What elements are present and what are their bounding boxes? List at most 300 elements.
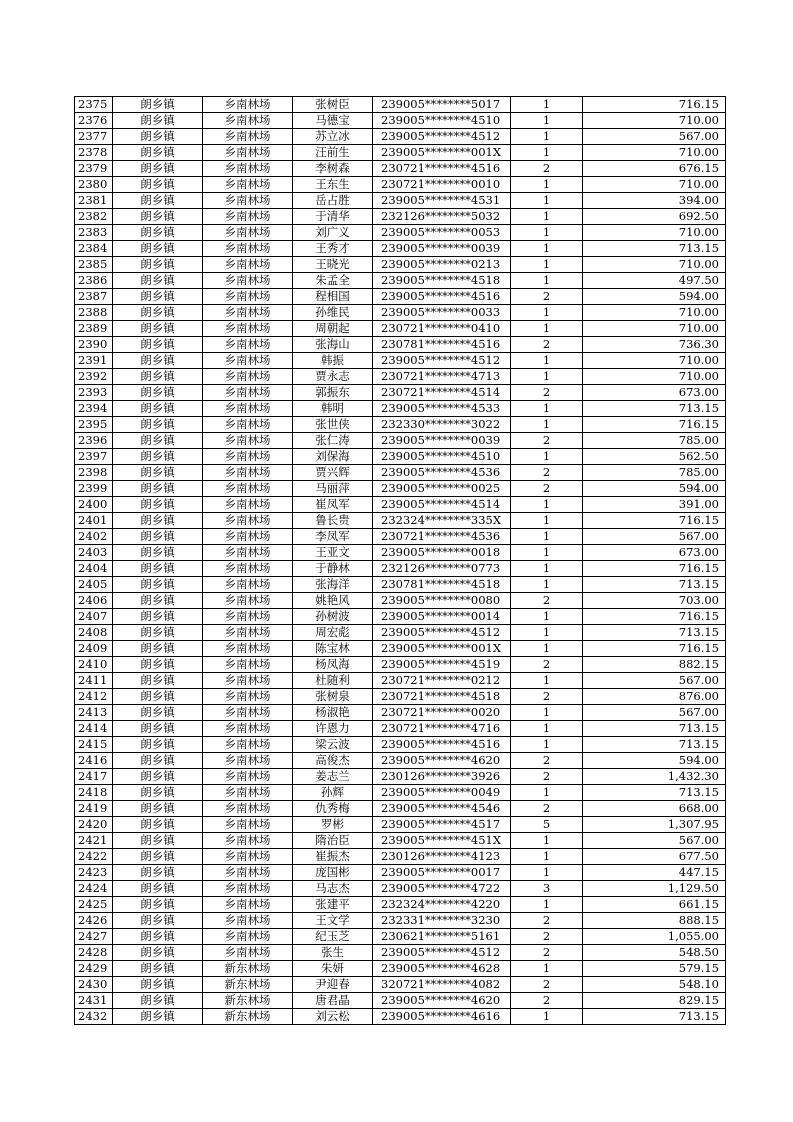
amount-cell: 703.00 [583, 593, 726, 609]
count-cell: 1 [511, 721, 583, 737]
table-row [75, 369, 726, 385]
count-cell: 2 [511, 993, 583, 1009]
amount-cell: 713.15 [583, 577, 726, 593]
amount-cell: 1,129.50 [583, 881, 726, 897]
count-cell: 2 [511, 977, 583, 993]
row-number: 2384 [75, 241, 113, 257]
unit-cell: 乡南林场 [203, 225, 293, 241]
amount-cell: 692.50 [583, 209, 726, 225]
row-number: 2395 [75, 417, 113, 433]
town-cell: 朗乡镇 [113, 321, 203, 337]
table-row [75, 129, 726, 145]
row-number: 2402 [75, 529, 113, 545]
town-cell: 朗乡镇 [113, 417, 203, 433]
unit-cell: 乡南林场 [203, 769, 293, 785]
name-cell: 庞国彬 [293, 865, 373, 881]
row-number: 2428 [75, 945, 113, 961]
id-number-cell: 239005********4531 [373, 193, 511, 209]
row-number: 2420 [75, 817, 113, 833]
table-row [75, 897, 726, 913]
row-number: 2394 [75, 401, 113, 417]
name-cell: 唐君晶 [293, 993, 373, 1009]
id-number-cell: 232331********3230 [373, 913, 511, 929]
amount-cell: 594.00 [583, 289, 726, 305]
count-cell: 1 [511, 673, 583, 689]
table-row [75, 385, 726, 401]
town-cell: 朗乡镇 [113, 993, 203, 1009]
table-row [75, 833, 726, 849]
town-cell: 朗乡镇 [113, 721, 203, 737]
row-number: 2425 [75, 897, 113, 913]
row-number: 2412 [75, 689, 113, 705]
id-number-cell: 230781********4518 [373, 577, 511, 593]
amount-cell: 713.15 [583, 1009, 726, 1025]
id-number-cell: 239005********0039 [373, 433, 511, 449]
unit-cell: 乡南林场 [203, 673, 293, 689]
amount-cell: 710.00 [583, 225, 726, 241]
town-cell: 朗乡镇 [113, 337, 203, 353]
id-number-cell: 239005********4518 [373, 273, 511, 289]
name-cell: 马德宝 [293, 113, 373, 129]
table-row [75, 993, 726, 1009]
unit-cell: 乡南林场 [203, 289, 293, 305]
amount-cell: 677.50 [583, 849, 726, 865]
name-cell: 陈宝林 [293, 641, 373, 657]
name-cell: 孙树波 [293, 609, 373, 625]
row-number: 2415 [75, 737, 113, 753]
unit-cell: 乡南林场 [203, 193, 293, 209]
row-number: 2389 [75, 321, 113, 337]
id-number-cell: 239005********4516 [373, 289, 511, 305]
table-row [75, 1009, 726, 1025]
table-row [75, 545, 726, 561]
count-cell: 1 [511, 369, 583, 385]
unit-cell: 乡南林场 [203, 321, 293, 337]
table-row [75, 305, 726, 321]
id-number-cell: 230621********5161 [373, 929, 511, 945]
row-number: 2391 [75, 353, 113, 369]
unit-cell: 乡南林场 [203, 417, 293, 433]
count-cell: 2 [511, 769, 583, 785]
row-number: 2421 [75, 833, 113, 849]
table-body [75, 97, 726, 1025]
table-row [75, 961, 726, 977]
amount-cell: 710.00 [583, 305, 726, 321]
row-number: 2379 [75, 161, 113, 177]
name-cell: 张建平 [293, 897, 373, 913]
row-number: 2403 [75, 545, 113, 561]
count-cell: 5 [511, 817, 583, 833]
row-number: 2387 [75, 289, 113, 305]
id-number-cell: 239005********451X [373, 833, 511, 849]
town-cell: 朗乡镇 [113, 657, 203, 673]
count-cell: 1 [511, 353, 583, 369]
name-cell: 刘广义 [293, 225, 373, 241]
table-row [75, 593, 726, 609]
unit-cell: 乡南林场 [203, 241, 293, 257]
table-row [75, 417, 726, 433]
row-number: 2390 [75, 337, 113, 353]
unit-cell: 乡南林场 [203, 721, 293, 737]
name-cell: 孙辉 [293, 785, 373, 801]
town-cell: 朗乡镇 [113, 401, 203, 417]
id-number-cell: 232126********5032 [373, 209, 511, 225]
table-row [75, 497, 726, 513]
town-cell: 朗乡镇 [113, 609, 203, 625]
town-cell: 朗乡镇 [113, 481, 203, 497]
count-cell: 1 [511, 641, 583, 657]
amount-cell: 876.00 [583, 689, 726, 705]
unit-cell: 乡南林场 [203, 801, 293, 817]
count-cell: 2 [511, 945, 583, 961]
id-number-cell: 239005********5017 [373, 97, 511, 113]
amount-cell: 567.00 [583, 529, 726, 545]
id-number-cell: 230781********4516 [373, 337, 511, 353]
count-cell: 1 [511, 225, 583, 241]
row-number: 2413 [75, 705, 113, 721]
name-cell: 张海洋 [293, 577, 373, 593]
unit-cell: 乡南林场 [203, 881, 293, 897]
name-cell: 张树泉 [293, 689, 373, 705]
name-cell: 孙维民 [293, 305, 373, 321]
name-cell: 程相国 [293, 289, 373, 305]
unit-cell: 乡南林场 [203, 609, 293, 625]
table-row [75, 609, 726, 625]
row-number: 2430 [75, 977, 113, 993]
count-cell: 2 [511, 481, 583, 497]
town-cell: 朗乡镇 [113, 833, 203, 849]
id-number-cell: 239005********4514 [373, 497, 511, 513]
count-cell: 1 [511, 545, 583, 561]
row-number: 2431 [75, 993, 113, 1009]
amount-cell: 710.00 [583, 113, 726, 129]
count-cell: 2 [511, 337, 583, 353]
row-number: 2409 [75, 641, 113, 657]
unit-cell: 乡南林场 [203, 465, 293, 481]
row-number: 2416 [75, 753, 113, 769]
unit-cell: 乡南林场 [203, 817, 293, 833]
town-cell: 朗乡镇 [113, 865, 203, 881]
table-row [75, 257, 726, 273]
id-number-cell: 239005********4512 [373, 945, 511, 961]
name-cell: 张生 [293, 945, 373, 961]
town-cell: 朗乡镇 [113, 689, 203, 705]
town-cell: 朗乡镇 [113, 177, 203, 193]
town-cell: 朗乡镇 [113, 705, 203, 721]
amount-cell: 548.10 [583, 977, 726, 993]
id-number-cell: 239005********0080 [373, 593, 511, 609]
id-number-cell: 239005********4620 [373, 993, 511, 1009]
row-number: 2378 [75, 145, 113, 161]
town-cell: 朗乡镇 [113, 385, 203, 401]
amount-cell: 736.30 [583, 337, 726, 353]
table-row [75, 945, 726, 961]
row-number: 2382 [75, 209, 113, 225]
name-cell: 周朝起 [293, 321, 373, 337]
id-number-cell: 239005********0053 [373, 225, 511, 241]
table-row [75, 705, 726, 721]
row-number: 2432 [75, 1009, 113, 1025]
town-cell: 朗乡镇 [113, 305, 203, 321]
count-cell: 1 [511, 737, 583, 753]
unit-cell: 乡南林场 [203, 273, 293, 289]
amount-cell: 567.00 [583, 129, 726, 145]
table-row [75, 97, 726, 113]
name-cell: 马志杰 [293, 881, 373, 897]
row-number: 2383 [75, 225, 113, 241]
id-number-cell: 239005********4512 [373, 625, 511, 641]
amount-cell: 716.15 [583, 609, 726, 625]
name-cell: 贾兴辉 [293, 465, 373, 481]
table-row [75, 801, 726, 817]
amount-cell: 594.00 [583, 481, 726, 497]
unit-cell: 乡南林场 [203, 113, 293, 129]
id-number-cell: 239005********001X [373, 145, 511, 161]
town-cell: 朗乡镇 [113, 97, 203, 113]
unit-cell: 乡南林场 [203, 385, 293, 401]
row-number: 2388 [75, 305, 113, 321]
count-cell: 1 [511, 513, 583, 529]
unit-cell: 乡南林场 [203, 145, 293, 161]
town-cell: 朗乡镇 [113, 561, 203, 577]
town-cell: 朗乡镇 [113, 161, 203, 177]
unit-cell: 乡南林场 [203, 657, 293, 673]
row-number: 2375 [75, 97, 113, 113]
table-row [75, 641, 726, 657]
count-cell: 2 [511, 657, 583, 673]
name-cell: 贾永志 [293, 369, 373, 385]
id-number-cell: 232330********3022 [373, 417, 511, 433]
count-cell: 1 [511, 865, 583, 881]
count-cell: 1 [511, 193, 583, 209]
count-cell: 2 [511, 593, 583, 609]
amount-cell: 713.15 [583, 785, 726, 801]
unit-cell: 乡南林场 [203, 705, 293, 721]
unit-cell: 乡南林场 [203, 305, 293, 321]
name-cell: 张世侠 [293, 417, 373, 433]
count-cell: 2 [511, 913, 583, 929]
amount-cell: 1,307.95 [583, 817, 726, 833]
unit-cell: 乡南林场 [203, 897, 293, 913]
row-number: 2424 [75, 881, 113, 897]
unit-cell: 乡南林场 [203, 433, 293, 449]
count-cell: 1 [511, 417, 583, 433]
count-cell: 1 [511, 321, 583, 337]
count-cell: 1 [511, 609, 583, 625]
id-number-cell: 232324********4220 [373, 897, 511, 913]
count-cell: 2 [511, 689, 583, 705]
id-number-cell: 230721********4514 [373, 385, 511, 401]
row-number: 2381 [75, 193, 113, 209]
id-number-cell: 230721********4516 [373, 161, 511, 177]
town-cell: 朗乡镇 [113, 113, 203, 129]
table-row [75, 273, 726, 289]
row-number: 2377 [75, 129, 113, 145]
table-row [75, 145, 726, 161]
unit-cell: 乡南林场 [203, 929, 293, 945]
name-cell: 岳占胜 [293, 193, 373, 209]
row-number: 2396 [75, 433, 113, 449]
row-number: 2393 [75, 385, 113, 401]
amount-cell: 713.15 [583, 241, 726, 257]
id-number-cell: 230721********0212 [373, 673, 511, 689]
unit-cell: 乡南林场 [203, 913, 293, 929]
row-number: 2397 [75, 449, 113, 465]
unit-cell: 乡南林场 [203, 689, 293, 705]
row-number: 2406 [75, 593, 113, 609]
town-cell: 朗乡镇 [113, 977, 203, 993]
name-cell: 于静林 [293, 561, 373, 577]
count-cell: 1 [511, 177, 583, 193]
id-number-cell: 230721********4536 [373, 529, 511, 545]
count-cell: 1 [511, 273, 583, 289]
count-cell: 1 [511, 401, 583, 417]
count-cell: 1 [511, 785, 583, 801]
unit-cell: 乡南林场 [203, 561, 293, 577]
name-cell: 鲁长贵 [293, 513, 373, 529]
table-row [75, 513, 726, 529]
amount-cell: 713.15 [583, 625, 726, 641]
unit-cell: 乡南林场 [203, 97, 293, 113]
town-cell: 朗乡镇 [113, 289, 203, 305]
count-cell: 3 [511, 881, 583, 897]
amount-cell: 673.00 [583, 545, 726, 561]
amount-cell: 710.00 [583, 321, 726, 337]
unit-cell: 乡南林场 [203, 593, 293, 609]
unit-cell: 乡南林场 [203, 257, 293, 273]
count-cell: 2 [511, 161, 583, 177]
town-cell: 朗乡镇 [113, 1009, 203, 1025]
name-cell: 周宏彪 [293, 625, 373, 641]
amount-cell: 1,432.30 [583, 769, 726, 785]
id-number-cell: 230721********0020 [373, 705, 511, 721]
name-cell: 韩振 [293, 353, 373, 369]
name-cell: 朱孟全 [293, 273, 373, 289]
amount-cell: 713.15 [583, 721, 726, 737]
town-cell: 朗乡镇 [113, 737, 203, 753]
name-cell: 张海山 [293, 337, 373, 353]
count-cell: 1 [511, 305, 583, 321]
row-number: 2407 [75, 609, 113, 625]
amount-cell: 562.50 [583, 449, 726, 465]
count-cell: 1 [511, 577, 583, 593]
id-number-cell: 239005********0014 [373, 609, 511, 625]
id-number-cell: 230721********4518 [373, 689, 511, 705]
town-cell: 朗乡镇 [113, 513, 203, 529]
unit-cell: 乡南林场 [203, 369, 293, 385]
count-cell: 1 [511, 529, 583, 545]
row-number: 2419 [75, 801, 113, 817]
row-number: 2386 [75, 273, 113, 289]
town-cell: 朗乡镇 [113, 193, 203, 209]
id-number-cell: 239005********4536 [373, 465, 511, 481]
town-cell: 朗乡镇 [113, 529, 203, 545]
name-cell: 王亚文 [293, 545, 373, 561]
id-number-cell: 239005********0017 [373, 865, 511, 881]
name-cell: 隋治臣 [293, 833, 373, 849]
count-cell: 2 [511, 433, 583, 449]
table-row [75, 177, 726, 193]
id-number-cell: 239005********0033 [373, 305, 511, 321]
count-cell: 1 [511, 561, 583, 577]
table-row [75, 577, 726, 593]
amount-cell: 710.00 [583, 145, 726, 161]
amount-cell: 676.15 [583, 161, 726, 177]
amount-cell: 716.15 [583, 513, 726, 529]
id-number-cell: 230126********3926 [373, 769, 511, 785]
table-row [75, 849, 726, 865]
unit-cell: 乡南林场 [203, 161, 293, 177]
amount-cell: 497.50 [583, 273, 726, 289]
town-cell: 朗乡镇 [113, 769, 203, 785]
amount-cell: 888.15 [583, 913, 726, 929]
name-cell: 高俊杰 [293, 753, 373, 769]
town-cell: 朗乡镇 [113, 929, 203, 945]
row-number: 2426 [75, 913, 113, 929]
id-number-cell: 239005********0018 [373, 545, 511, 561]
id-number-cell: 239005********4510 [373, 449, 511, 465]
name-cell: 仇秀梅 [293, 801, 373, 817]
id-number-cell: 239005********4510 [373, 113, 511, 129]
count-cell: 1 [511, 257, 583, 273]
amount-cell: 661.15 [583, 897, 726, 913]
table-row [75, 561, 726, 577]
table-row [75, 353, 726, 369]
amount-cell: 716.15 [583, 561, 726, 577]
unit-cell: 乡南林场 [203, 353, 293, 369]
id-number-cell: 239005********4512 [373, 129, 511, 145]
id-number-cell: 239005********0039 [373, 241, 511, 257]
row-number: 2411 [75, 673, 113, 689]
name-cell: 杜随利 [293, 673, 373, 689]
unit-cell: 乡南林场 [203, 497, 293, 513]
town-cell: 朗乡镇 [113, 433, 203, 449]
table-row [75, 913, 726, 929]
town-cell: 朗乡镇 [113, 897, 203, 913]
id-number-cell: 239005********4516 [373, 737, 511, 753]
id-number-cell: 239005********4546 [373, 801, 511, 817]
name-cell: 张树臣 [293, 97, 373, 113]
unit-cell: 乡南林场 [203, 849, 293, 865]
count-cell: 1 [511, 113, 583, 129]
table-row [75, 321, 726, 337]
id-number-cell: 239005********4533 [373, 401, 511, 417]
table-row [75, 625, 726, 641]
amount-cell: 567.00 [583, 705, 726, 721]
row-number: 2408 [75, 625, 113, 641]
town-cell: 朗乡镇 [113, 593, 203, 609]
table-row [75, 977, 726, 993]
table-row [75, 721, 726, 737]
row-number: 2392 [75, 369, 113, 385]
table-row [75, 401, 726, 417]
name-cell: 马丽萍 [293, 481, 373, 497]
name-cell: 杨淑艳 [293, 705, 373, 721]
id-number-cell: 239005********4628 [373, 961, 511, 977]
table-row [75, 337, 726, 353]
id-number-cell: 239005********0049 [373, 785, 511, 801]
name-cell: 尹迎春 [293, 977, 373, 993]
count-cell: 2 [511, 801, 583, 817]
town-cell: 朗乡镇 [113, 945, 203, 961]
town-cell: 朗乡镇 [113, 497, 203, 513]
name-cell: 梁云波 [293, 737, 373, 753]
table-row [75, 657, 726, 673]
amount-cell: 785.00 [583, 433, 726, 449]
unit-cell: 新东林场 [203, 993, 293, 1009]
town-cell: 朗乡镇 [113, 257, 203, 273]
unit-cell: 乡南林场 [203, 945, 293, 961]
